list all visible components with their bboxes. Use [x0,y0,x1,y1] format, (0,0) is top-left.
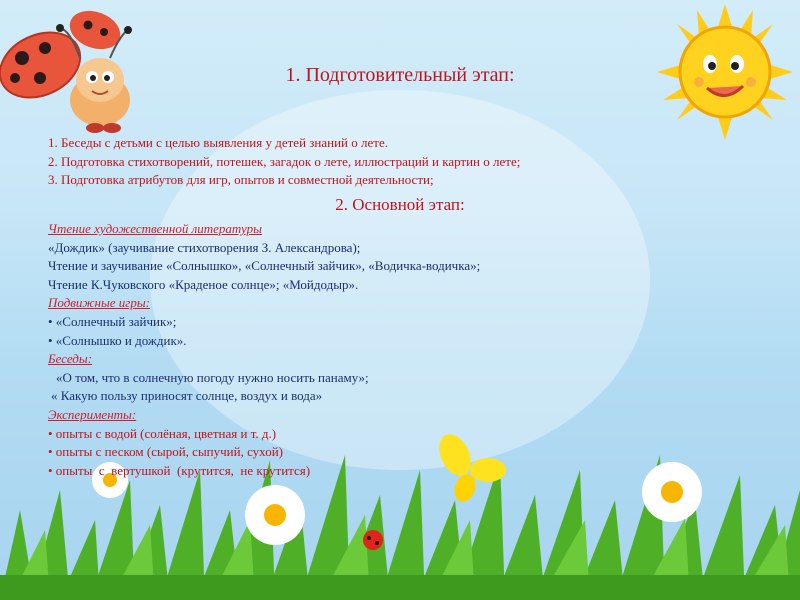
list-item: • опыты с вертушкой (крутится, не крутится) [48,462,311,478]
small-ladybug-icon [363,530,383,550]
list-item: • опыты с водой (солёная, цветная и т. д.) [48,425,277,441]
reading-heading: Чтение художественной литературы [48,221,262,236]
talks-heading: Беседы: [48,351,93,367]
games-heading: Подвижные игры: [48,295,151,311]
list-item: • «Солнышко и дождик». [48,332,187,348]
list-item: Чтение и заучивание «Солнышко», «Солнечный зайчик», «Водичка-водичка»; [48,258,481,274]
list-item: «Дождик» (заучивание стихотворения З. Александрова); [48,239,361,255]
section-title: 2. Основной этап: [335,195,465,214]
list-item: 2. Подготовка стихотворений, потешек, загадок о лете, иллюстраций и картин о лете; [48,153,521,169]
preparation-list [48,134,748,190]
main-stage-content [48,220,708,480]
list-item: 1. Беседы с детьми с целью выявления у детей знаний о лете. [48,135,388,150]
list-item: • «Солнечный зайчик»; [48,313,177,329]
experiments-heading: Эксперименты: [48,406,137,422]
page-title: 1. Подготовительный этап: [285,64,515,86]
list-item: 3. Подготовка атрибутов для игр, опытов и совместной деятельности; [48,172,434,187]
daisy-icon [245,485,305,545]
list-item: «О том, что в солнечную погоду нужно носить панаму»; [56,369,369,385]
list-item: • опыты с песком (сырой, сыпучий, сухой) [48,444,283,460]
list-item: Чтение К.Чуковского «Краденое солнце»; «Мойдодыр». [48,276,359,292]
list-item: « Какую пользу приносят солнце, воздух и вода» [51,388,323,404]
